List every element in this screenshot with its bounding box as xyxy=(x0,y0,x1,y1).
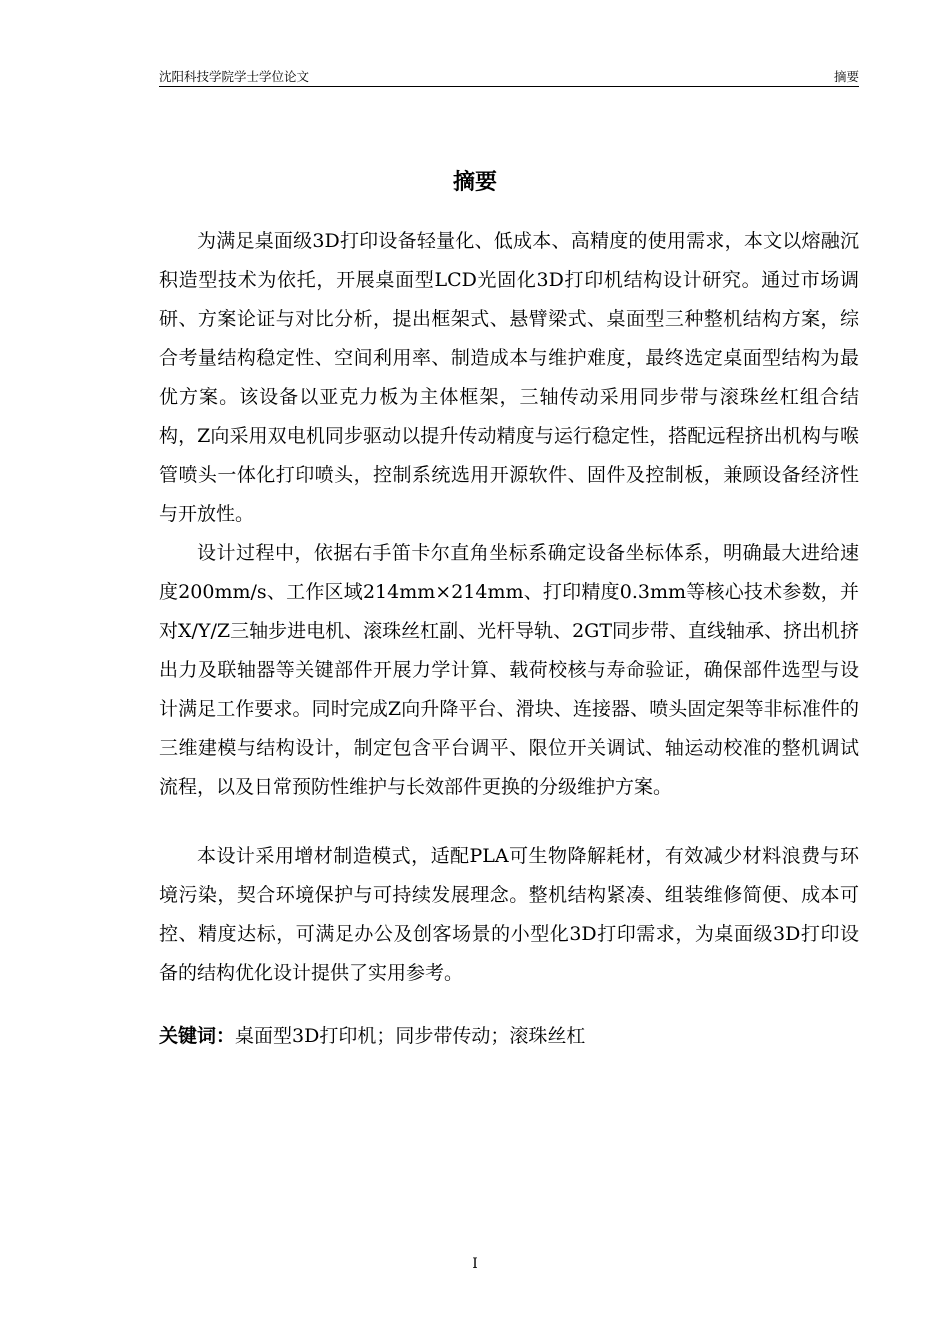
abstract-paragraph-1: 为满足桌面级3D打印设备轻量化、低成本、高精度的使用需求，本文以熔融沉积造型技术为依托，开展桌面型LCD光固化3D打印机结构设计研究。通过市场调研、方案论证与对比分析，提出框架式、悬臂梁式、桌面型三种整机结构方案，综合考量结构稳定性、空间利用率、制造成本与维护难度，最终选定桌面型结构为最优方案。该设备以亚克力板为主体框架，三轴传动采用同步带与滚珠丝杠组合结构，Z向采用双电机同步驱动以提升传动精度与运行稳定性，搭配远程挤出机构与喉管喷头一体化打印喷头，控制系统选用开源软件、固件及控制板，兼顾设备经济性与开放性。 xyxy=(159,230,859,525)
abstract-body xyxy=(159,222,859,1056)
paragraph-spacer xyxy=(159,807,859,837)
header-section-name: 摘要 xyxy=(833,69,859,84)
keywords-label: 关键词： xyxy=(159,1025,236,1047)
header-divider xyxy=(159,86,859,87)
abstract-paragraph-2: 设计过程中，依据右手笛卡尔直角坐标系确定设备坐标体系，明确最大进给速度200mm/s、工作区域214mm×214mm、打印精度0.3mm等核心技术参数，并对X/Y/Z三轴步进电机、滚珠丝杠副、光杆导轨、2GT同步带、直线轴承、挤出机挤出力及联轴器等关键部件开展力学计算、载荷校核与寿命验证，确保部件选型与设计满足工作要求。同时完成Z向升降平台、滑块、连接器、喷头固定架等非标准件的三维建模与结构设计，制定包含平台调平、限位开关调试、轴运动校准的整机调试流程，以及日常预防性维护与长效部件更换的分级维护方案。 xyxy=(159,542,860,798)
abstract-paragraph-3: 本设计采用增材制造模式，适配PLA可生物降解耗材，有效减少材料浪费与环境污染，契合环境保护与可持续发展理念。整机结构紧凑、组装维修简便、成本可控、精度达标，可满足办公及创客场景的小型化3D打印需求，为桌面级3D打印设备的结构优化设计提供了实用参考。 xyxy=(159,845,859,984)
keywords-line xyxy=(159,1017,859,1056)
keywords-text: 桌面型3D打印机；同步带传动；滚珠丝杠 xyxy=(235,1025,586,1047)
page-title: 摘要 xyxy=(452,170,497,195)
header-thesis-title: 沈阳科技学院学士学位论文 xyxy=(159,69,310,84)
page-number: I xyxy=(472,1256,478,1272)
